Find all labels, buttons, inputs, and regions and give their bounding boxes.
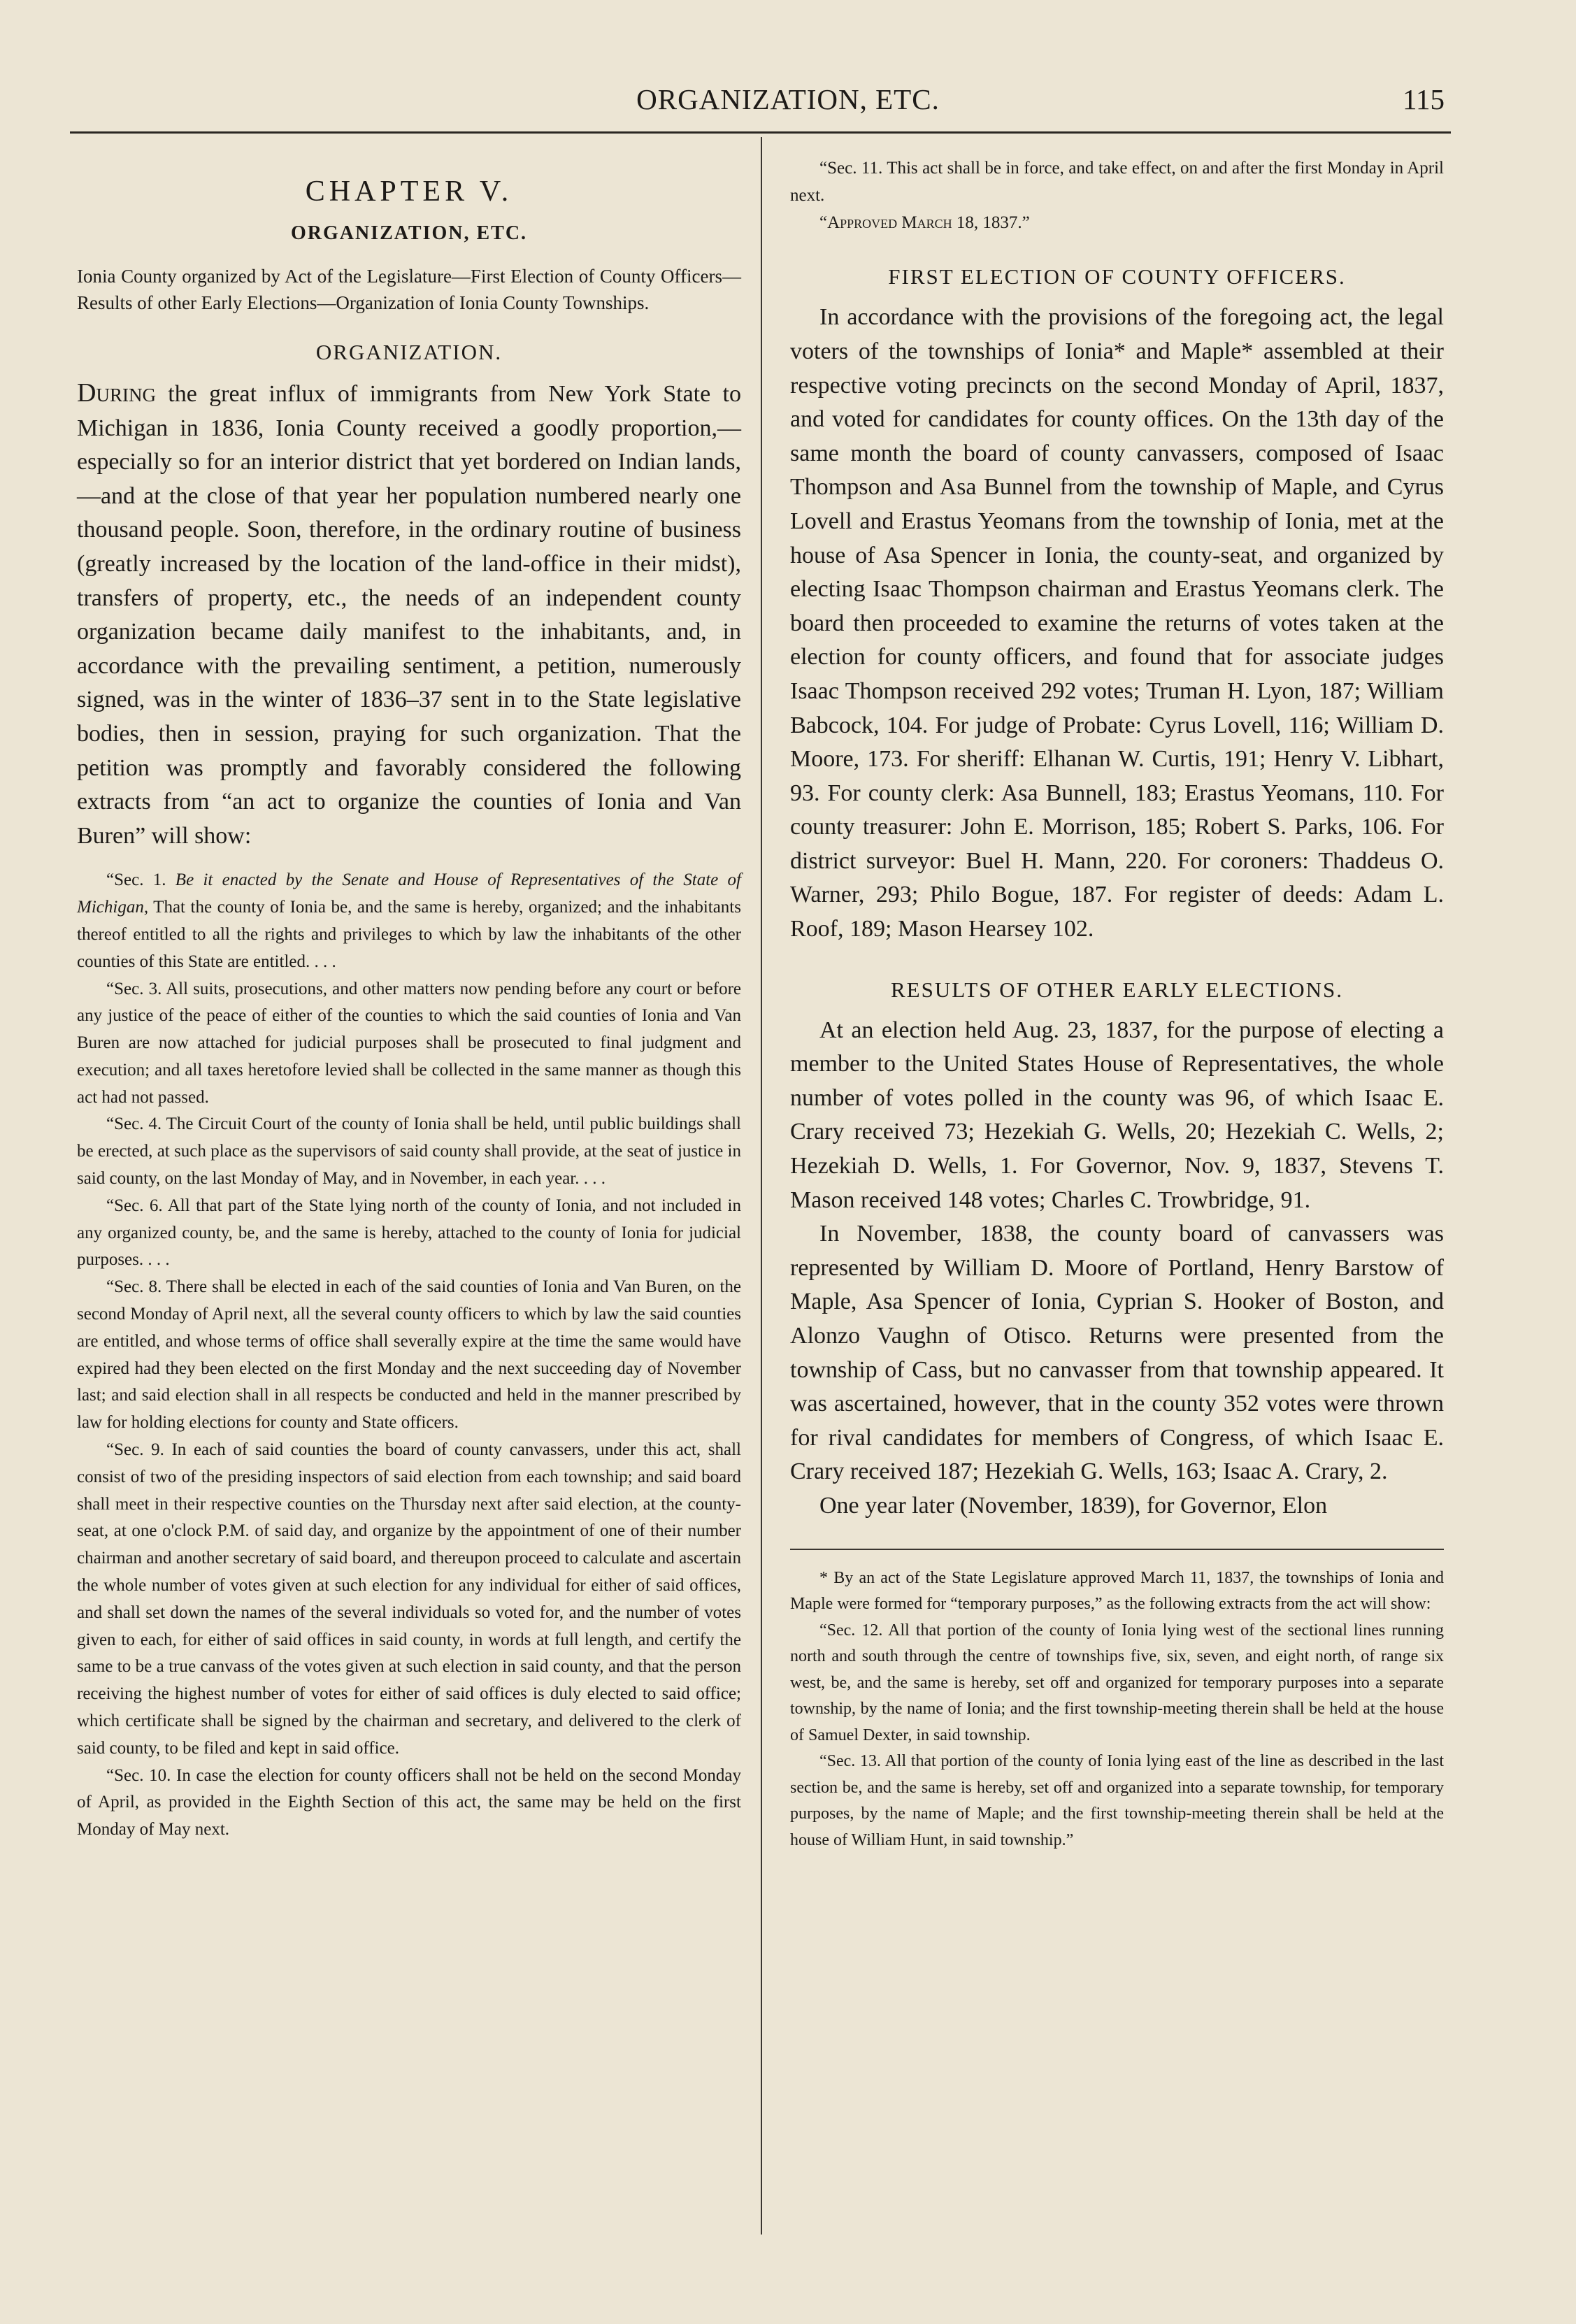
running-title: ORGANIZATION, ETC.	[636, 83, 940, 115]
header-rule	[70, 131, 1451, 134]
act-section-1	[77, 867, 741, 975]
chapter-synopsis: Ionia County organized by Act of the Legislature—First Election of County Officers—Results of other Early Elections—Organization of Ionia County Townships.	[77, 266, 741, 313]
results-paragraph-2: In November, 1838, the county board of canvassers was represented by William D. Moore of Portland, Henry Barstow of Maple, Asa Spencer of Ionia, Cyprian S. Hooker of Boston, and Alonzo Vaughn of Otisco. Returns were presented from the township of Cass, but no canvasser from that township appeared. It was ascertained, however, that in the county 352 votes were thrown for rival candidates for members of Congress, of which Isaac E. Crary received 187; Hezekiah G. Wells, 163; Isaac A. Crary, 2.	[790, 1221, 1444, 1485]
chapter-subtitle: ORGANIZATION, ETC.	[290, 222, 528, 244]
results-paragraph-1: At an election held Aug. 23, 1837, for the purpose of electing a member to the United States House of Representatives, the whole number of votes polled in the county was 96, of which Isaac E. Crary received 73; Hezekiah G. Wells, 20; Hezekiah C. Wells, 2; Hezekiah D. Wells, 1. For Governor, Nov. 9, 1837, Stevens T. Mason received 148 votes; Charles C. Trowbridge, 91.	[790, 1017, 1444, 1213]
paragraph-lead-word: During	[77, 378, 156, 408]
results-paragraph-3: One year later (November, 1839), for Governor, Elon	[819, 1492, 1328, 1519]
section-heading-organization: ORGANIZATION.	[315, 340, 503, 364]
page-number: 115	[1403, 83, 1445, 115]
footnote-intro: * By an act of the State Legislature approved March 11, 1837, the townships of Ionia and Maple were formed for “temporary purposes,” as the following extracts from the act will show:	[790, 1568, 1444, 1614]
act-section-8: “Sec. 8. There shall be elected in each of the said counties of Ionia and Van Buren, on the second Monday of April next, all the several county officers to which by law the said counties are entitled, and whose terms of office shall severally expire at the time the same would have expired had they been elected on the first Monday and the next succeeding day of November last; and said election shall in all respects be conducted and held in the manner prescribed by law for holding elections for county and State officers.	[77, 1277, 741, 1433]
left-column	[77, 155, 741, 1844]
footnote-section-13: “Sec. 13. All that portion of the county of Ionia lying east of the line as described in the last section be, and the same is hereby, set off and organized into a separate township, for temporary purposes, by the name of Maple; and the first township-meeting therein shall be held at the house of William Hunt, in said township.”	[790, 1752, 1444, 1849]
right-column	[790, 155, 1444, 1853]
enacting-clause: Be it enacted by the Senate and House of Representatives of the State of Michigan,	[77, 870, 741, 917]
act-section-3: “Sec. 3. All suits, prosecutions, and other matters now pending before any court or before any justice of the peace of either of the counties to which the said counties of Ionia and Van Buren are now attached for judicial purposes shall be prosecuted to final judgment and execution; and all taxes heretofore levied shall be collected in the same manner as though this act had not passed.	[77, 979, 741, 1107]
first-election-paragraph: In accordance with the provisions of the foregoing act, the legal voters of the townships of Ionia* and Maple* assembled at their respective voting precincts on the second Monday of April, 1837, and voted for candidates for county offices. On the 13th day of the same month the board of county canvassers, composed of Isaac Thompson and Asa Bunnel from the township of Maple, and Cyrus Lovell and Erastus Yeomans from the township of Ionia, met at the house of Asa Spencer in Ionia, the county-seat, and organized by electing Isaac Thompson chairman and Erastus Yeomans clerk. The board then proceeded to examine the returns of votes taken at the election for county officers, and found that for associate judges Isaac Thompson received 292 votes; Truman H. Lyon, 187; William Babcock, 104. For judge of Probate: Cyrus Lovell, 116; William D. Moore, 173. For sheriff: Elhanan W. Curtis, 191; Henry V. Libhart, 93. For county clerk: Asa Bunnell, 183; Erastus Yeomans, 110. For county treasurer: John E. Morrison, 185; Robert S. Parks, 106. For district surveyor: Buel H. Mann, 220. For coroners: Thaddeus O. Warner, 293; Philo Bogue, 187. For register of deeds: Adam L. Roof, 189; Mason Hearsey 102.	[790, 304, 1444, 942]
footnote-section-12: “Sec. 12. All that portion of the county of Ionia lying west of the sectional lines running north and south through the centre of townships five, six, seven, and eight north, of range six west, be, and the same is hereby, set off and organized for temporary purposes into a separate township, by the name of Ionia; and the first township-meeting therein shall be held at the house of Samuel Dexter, in said township.	[790, 1621, 1444, 1744]
act-section-6: “Sec. 6. All that part of the State lying north of the county of Ionia, and not included in any organized county, be, and the same is hereby, attached to the county of Ionia for judicial purposes. . . .	[77, 1196, 741, 1270]
section-heading-first-election: FIRST ELECTION OF COUNTY OFFICERS.	[888, 264, 1346, 289]
sec1-label: “Sec. 1.	[106, 870, 166, 890]
act-section-11: “Sec. 11. This act shall be in force, and take effect, on and after the first Monday in April next.	[790, 159, 1444, 205]
sec1-text: That the county of Ionia be, and the same is hereby, organized; and the inhabitants thereof entitled to all the rights and privileges to which by law the inhabitants of the other counties of this State are entitled. . . .	[77, 898, 741, 971]
act-section-10: “Sec. 10. In case the election for county officers shall not be held on the second Monday of April, as provided in the Eighth Section of this act, the same may be held on the first Monday of May next.	[77, 1765, 741, 1839]
section-heading-results: RESULTS OF OTHER EARLY ELECTIONS.	[890, 977, 1344, 1002]
approval-date: “Approved March 18, 1837.”	[819, 213, 1030, 232]
paragraph-body: the great influx of immigrants from New York State to Michigan in 1836, Ionia County received a goodly proportion,—especially so for an interior district that yet bordered on Indian lands,—and at the close of that year her population numbered nearly one thousand people. Soon, therefore, in the ordinary routine of business (greatly increased by the location of the land-office in their midst), transfers of property, etc., the needs of an independent county organization became daily manifest to the inhabitants, and, in accordance with the prevailing sentiment, a petition, numerously signed, was in the winter of 1836–37 sent in to the State legislative bodies, then in session, praying for such organization. That the petition was promptly and favorably considered the following extracts from “an act to organize the counties of Ionia and Van Buren” will show:	[77, 381, 741, 849]
act-section-4: “Sec. 4. The Circuit Court of the county of Ionia shall be held, until public buildings shall be erected, at such place as the supervisors of said county shall provide, at the seat of justice in said county, on the last Monday of May, and in November, in each year. . . .	[77, 1114, 741, 1189]
footnote-rule	[790, 1549, 1444, 1550]
organization-paragraph	[77, 376, 741, 853]
running-head	[0, 83, 1576, 124]
act-section-9: “Sec. 9. In each of said counties the board of county canvassers, under this act, shall consist of two of the presiding inspectors of said election from each township; and said board shall meet in their respective counties on the Thursday next after said election, at the county-seat, at one o'clock P.M. of said day, and organize by the appointment of one of their number chairman and another secretary of said board, and thereupon proceed to calculate and ascertain the whole number of votes given at such election for any individual for either of said offices, and shall set down the names of the several individuals so voted for, and the number of votes given to each, for either of said offices in said county, in words at full length, and certify the same to be a true canvass of the votes given at such election in said county, and that the person receiving the highest number of votes for either of said offices is duly elected to said office; which certificate shall be signed by the chairman and secretary, and delivered to the clerk of said county, to be filed and kept in said office.	[77, 1440, 741, 1758]
chapter-title: CHAPTER V.	[305, 175, 513, 208]
column-divider	[761, 137, 762, 2235]
